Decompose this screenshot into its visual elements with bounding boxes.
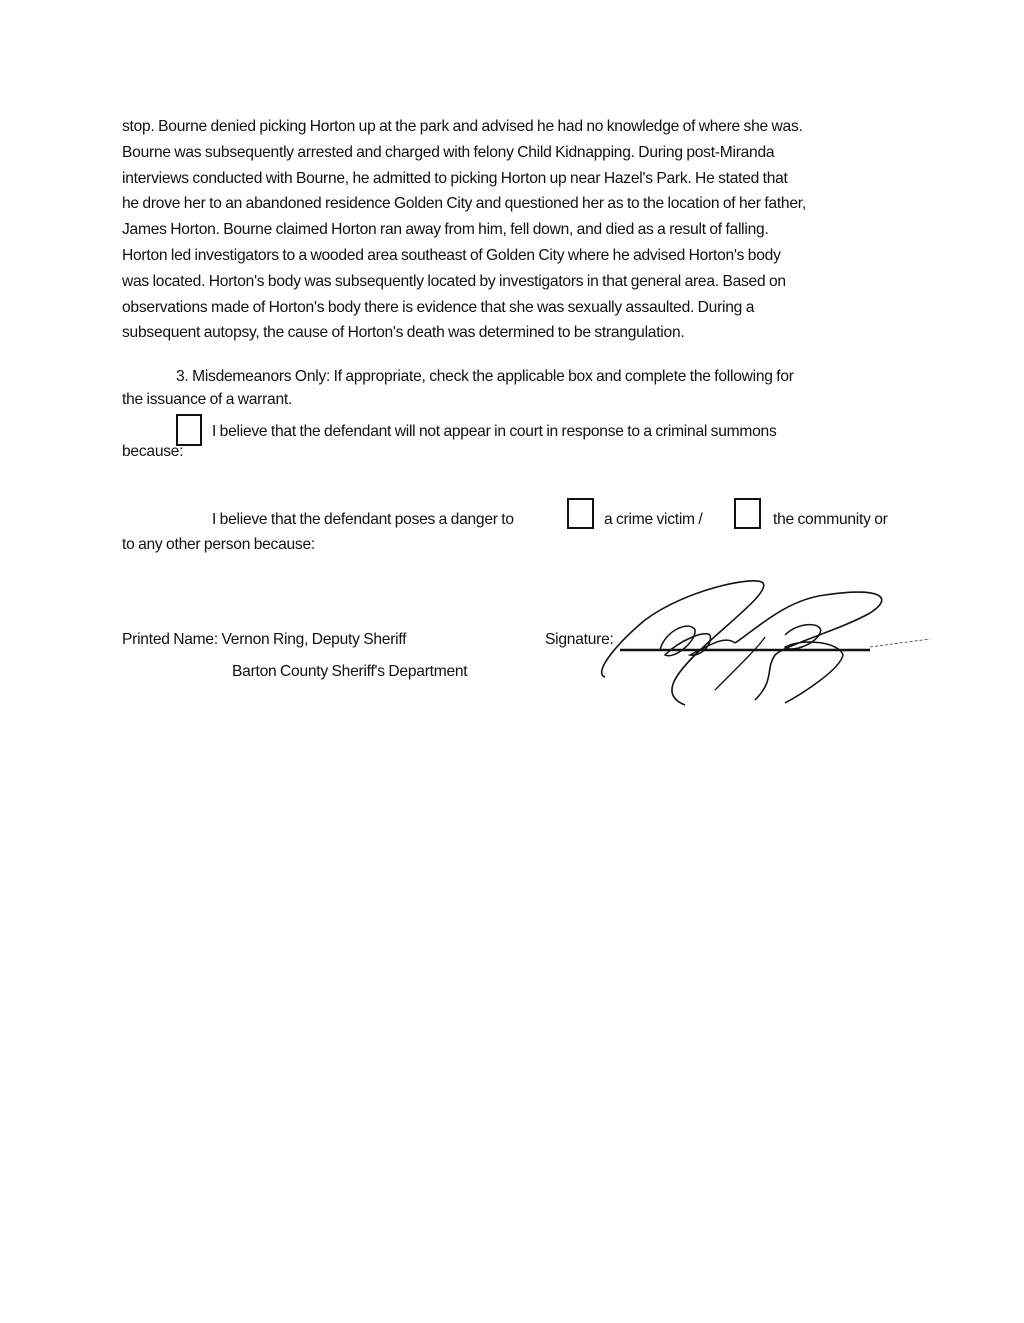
danger-statement: I believe that the defendant poses a danger to xyxy=(212,511,514,528)
narrative-line: James Horton. Bourne claimed Horton ran away from him, fell down, and died as a result of falling. xyxy=(122,221,769,239)
narrative-line: Horton led investigators to a wooded area southeast of Golden City where he advised Horton's body xyxy=(122,246,781,264)
narrative-line: Bourne was subsequently arrested and charged with felony Child Kidnapping. During post-Miranda xyxy=(122,143,775,161)
narrative-line: stop. Bourne denied picking Horton up at the park and advised he had no knowledge of where she was. xyxy=(122,118,803,135)
narrative-paragraph xyxy=(122,114,932,346)
community-label: the community or xyxy=(773,511,888,528)
narrative-line: interviews conducted with Bourne, he admitted to picking Horton up near Hazel's Park. He stated that xyxy=(122,169,788,187)
department-name: Barton County Sheriff's Department xyxy=(232,663,468,680)
danger-because-label: to any other person because: xyxy=(122,536,315,553)
narrative-line: he drove her to an abandoned residence Golden City and questioned her as to the location of her father, xyxy=(122,195,806,213)
narrative-line: was located. Horton's body was subsequently located by investigators in that general area. Based on xyxy=(122,272,786,290)
crime-victim-checkbox[interactable] xyxy=(567,498,594,529)
will-not-appear-because-label: because: xyxy=(122,443,184,460)
will-not-appear-statement: I believe that the defendant will not appear in court in response to a criminal summons xyxy=(212,423,777,440)
narrative-line: subsequent autopsy, the cause of Horton's death was determined to be strangulation. xyxy=(122,324,685,342)
crime-victim-label: a crime victim / xyxy=(604,511,703,528)
community-checkbox[interactable] xyxy=(734,498,761,529)
handwritten-signature xyxy=(585,575,935,710)
printed-name: Printed Name: Vernon Ring, Deputy Sheriff xyxy=(122,631,407,648)
signature-label: Signature: xyxy=(545,631,614,648)
narrative-line: observations made of Horton's body there is evidence that she was sexually assaulted. During a xyxy=(122,298,755,316)
section3-heading: 3. Misdemeanors Only: If appropriate, check the applicable box and complete the following for xyxy=(176,368,794,385)
section3-heading-cont: the issuance of a warrant. xyxy=(122,391,293,408)
